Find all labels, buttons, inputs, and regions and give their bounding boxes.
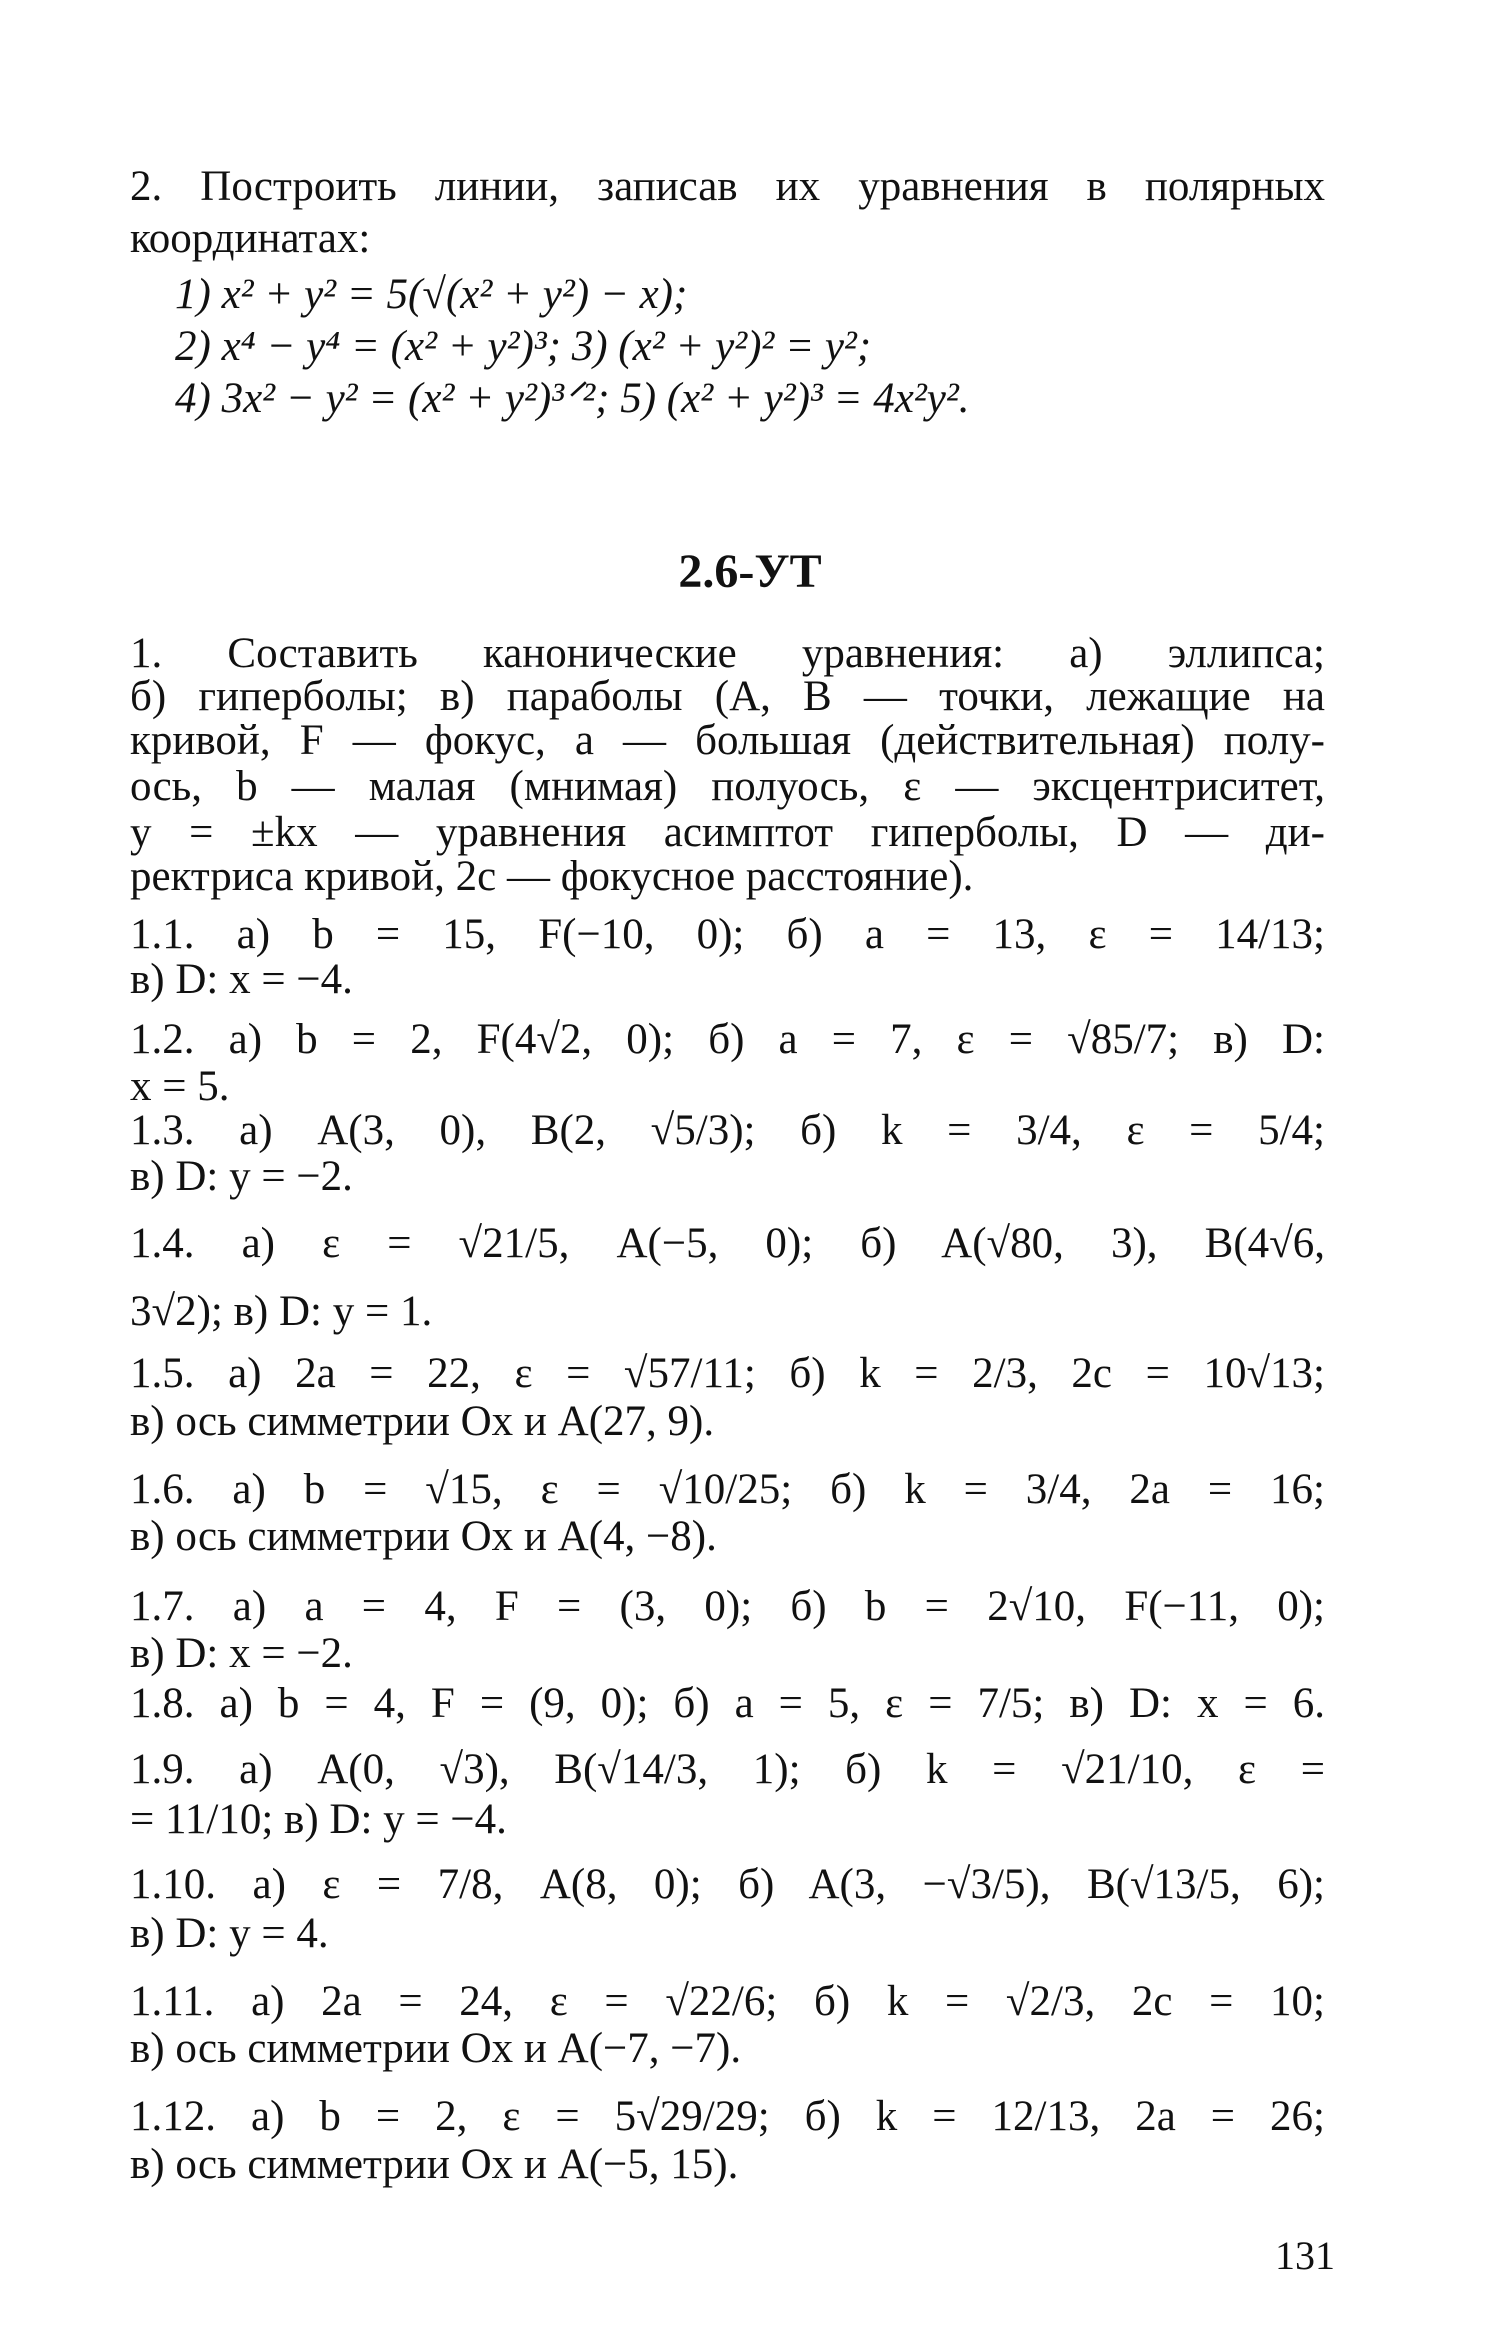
task1-line-3: кривой, F — фокус, a — большая (действительная) полу- <box>130 717 1325 764</box>
task2-equation-1: 1) x² + y² = 5(√(x² + y²) − x); <box>175 271 688 318</box>
problem-1-8-line1: 1.8. а) b = 4, F = (9, 0); б) a = 5, ε = 7/5; в) D: x = 6. <box>130 1680 1325 1727</box>
problem-1-6-line2: в) ось симметрии Ox и A(4, −8). <box>130 1513 717 1560</box>
problem-1-5-line1: 1.5. а) 2a = 22, ε = √57/11; б) k = 2/3, 2c = 10√13; <box>130 1350 1325 1397</box>
task1-line-5: y = ±kx — уравнения асимптот гиперболы, D — ди- <box>130 809 1325 856</box>
problem-1-10-line2: в) D: y = 4. <box>130 1910 329 1957</box>
task1-line-6: ректриса кривой, 2c — фокусное расстояние). <box>130 853 974 900</box>
problem-1-6-line1: 1.6. а) b = √15, ε = √10/25; б) k = 3/4, 2a = 16; <box>130 1466 1325 1513</box>
task2-equation-2: 2) x⁴ − y⁴ = (x² + y²)³; 3) (x² + y²)² = y²; <box>175 323 872 370</box>
task2-line2: координатах: <box>130 215 371 262</box>
problem-1-3-line2: в) D: y = −2. <box>130 1153 353 1200</box>
page-number: 131 <box>1275 2233 1335 2278</box>
problem-1-12-line1: 1.12. а) b = 2, ε = 5√29/29; б) k = 12/13, 2a = 26; <box>130 2093 1325 2140</box>
problem-1-9-line2: = 11/10; в) D: y = −4. <box>130 1796 507 1843</box>
problem-1-2-line1: 1.2. а) b = 2, F(4√2, 0); б) a = 7, ε = √85/7; в) D: <box>130 1016 1325 1063</box>
problem-1-1-line1: 1.1. а) b = 15, F(−10, 0); б) a = 13, ε = 14/13; <box>130 911 1325 958</box>
problem-1-4-line2: 3√2); в) D: y = 1. <box>130 1288 433 1335</box>
problem-1-2-line2: x = 5. <box>130 1063 230 1110</box>
problem-1-10-line1: 1.10. а) ε = 7/8, A(8, 0); б) A(3, −√3/5), B(√13/5, 6); <box>130 1861 1325 1908</box>
task1-line-4: ось, b — малая (мнимая) полуось, ε — эксцентриситет, <box>130 763 1325 810</box>
problem-1-4-line1: 1.4. а) ε = √21/5, A(−5, 0); б) A(√80, 3), B(4√6, <box>130 1220 1325 1267</box>
problem-1-11-line2: в) ось симметрии Ox и A(−7, −7). <box>130 2025 742 2072</box>
section-title: 2.6-УТ <box>678 545 822 598</box>
problem-1-5-line2: в) ось симметрии Ox и A(27, 9). <box>130 1398 715 1445</box>
problem-1-3-line1: 1.3. а) A(3, 0), B(2, √5/3); б) k = 3/4, ε = 5/4; <box>130 1107 1325 1154</box>
problem-1-7-line1: 1.7. а) a = 4, F = (3, 0); б) b = 2√10, F(−11, 0); <box>130 1583 1325 1630</box>
problem-1-12-line2: в) ось симметрии Ox и A(−5, 15). <box>130 2141 739 2188</box>
task1-line-2: б) гиперболы; в) параболы (A, B — точки, лежащие на <box>130 673 1325 720</box>
problem-1-11-line1: 1.11. а) 2a = 24, ε = √22/6; б) k = √2/3, 2c = 10; <box>130 1978 1325 2025</box>
problem-1-7-line2: в) D: x = −2. <box>130 1630 353 1677</box>
task2-line1: 2. Построить линии, записав их уравнения в полярных <box>130 163 1325 210</box>
problem-1-1-line2: в) D: x = −4. <box>130 956 353 1003</box>
problem-1-9-line1: 1.9. а) A(0, √3), B(√14/3, 1); б) k = √21/10, ε = <box>130 1746 1325 1793</box>
task1-line-1: 1. Составить канонические уравнения: а) эллипса; <box>130 630 1325 677</box>
task2-equation-3: 4) 3x² − y² = (x² + y²)³ᐟ²; 5) (x² + y²)³ = 4x²y². <box>175 375 970 422</box>
